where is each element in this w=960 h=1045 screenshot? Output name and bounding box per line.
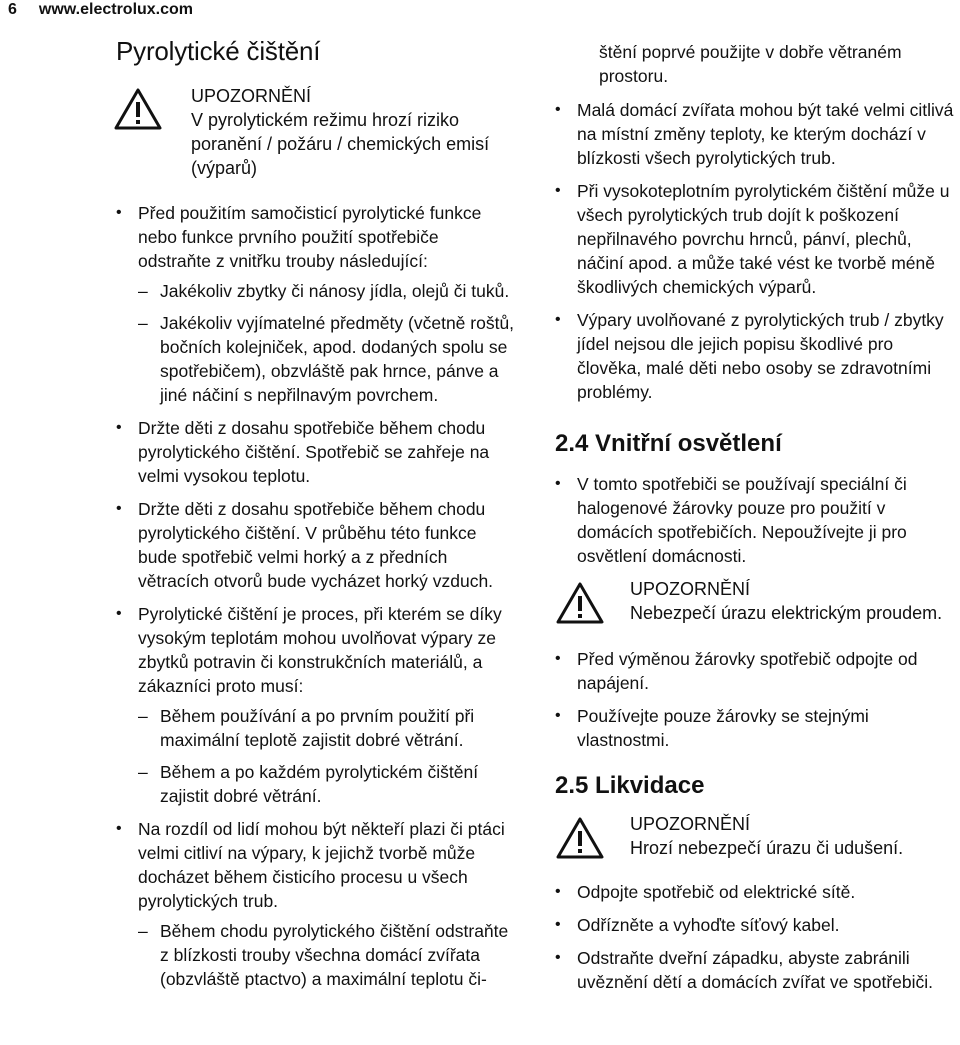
list-item bbox=[116, 201, 516, 407]
right-column bbox=[555, 40, 960, 1003]
list-item bbox=[116, 602, 516, 808]
list-item: • Odřízněte a vyhoďte síťový kabel. bbox=[555, 913, 960, 937]
list-item: • Držte děti z dosahu spotřebiče během chodu pyrolytického čištění. Spotřebič se zahřeje na velmi vysokou teplotu. bbox=[116, 416, 516, 488]
section-title-lighting: 2.4 Vnitřní osvětlení bbox=[555, 430, 782, 457]
warning-title: UPOZORNĚNÍ bbox=[191, 86, 312, 106]
sub-list bbox=[138, 704, 516, 808]
page-number: 6 bbox=[8, 1, 17, 18]
list-item: • V tomto spotřebiči se používají speciální či halogenové žárovky pouze pro použití v domácích spotřebičích. Nepoužívejte ji pro osvětlení domácnosti. bbox=[555, 472, 960, 568]
list-item: • Odstraňte dveřní západku, abyste zabránili uvěznění dětí a domácích zvířat ve spotřebiči. bbox=[555, 946, 960, 994]
list-item: • Při vysokoteplotním pyrolytickém čištění může u všech pyrolytických trub dojít k poškození nepřilnavého povrchu hrnců, pánví, plechů, náčiní apod. a může také vést ke tvorbě méně škodlivých chemických výparů. bbox=[555, 179, 960, 299]
sub-list bbox=[138, 919, 516, 991]
disposal-bullet-list bbox=[555, 880, 960, 994]
sub-list bbox=[138, 279, 516, 407]
warning-electric bbox=[555, 577, 960, 625]
warning-text: V pyrolytickém režimu hrozí riziko poranění / požáru / chemických emisí (výparů) bbox=[191, 110, 490, 178]
left-column bbox=[116, 84, 516, 1000]
list-item: • Výpary uvolňované z pyrolytických trub / zbytky jídel nejsou dle jejich popisu škodlivé pro člověka, malé děti nebo osoby se zdravotními problémy. bbox=[555, 308, 960, 404]
bullet-text: Na rozdíl od lidí mohou být někteří plazi či ptáci velmi citliví na výpary, k jejichž tvorbě může docházet během čisticího procesu u všech pyrolytických trub. bbox=[138, 819, 505, 911]
warning-triangle-icon bbox=[555, 581, 605, 625]
bullet-text: Před použitím samočisticí pyrolytické funkce nebo funkce prvního použití spotřebiče odstraňte z vnitřku trouby následující: bbox=[138, 203, 482, 271]
list-item bbox=[116, 817, 516, 991]
list-item: • Používejte pouze žárovky se stejnými vlastnostmi. bbox=[555, 704, 960, 752]
continuation-text: štění poprvé použijte v dobře větraném prostoru. bbox=[599, 42, 902, 86]
list-item: • Držte děti z dosahu spotřebiče během chodu pyrolytického čištění. V průběhu této funkce bude spotřebič velmi horký a z předních větracích otvorů bude vycházet horký vzduch. bbox=[116, 497, 516, 593]
warning-triangle-icon bbox=[555, 816, 605, 860]
section-title-disposal: 2.5 Likvidace bbox=[555, 772, 705, 799]
sub-list-item: – Během používání a po prvním použití při maximální teplotě zajistit dobré větrání. bbox=[138, 704, 516, 752]
sub-list-item: – Během chodu pyrolytického čištění odstraňte z blízkosti trouby všechna domácí zvířata (obzvláště ptactvo) a maximální teplotu či- bbox=[138, 919, 516, 991]
bullet-text: Pyrolytické čištění je proces, při kterém se díky vysokým teplotám mohou uvolňovat výpary ze zbytků potravin či konstrukčních materiálů, a zákazníci proto musí: bbox=[138, 604, 502, 696]
warning-pyrolytic bbox=[116, 84, 516, 180]
pyrolytic-bullet-list bbox=[116, 201, 516, 991]
sub-list-item: – Jakékoliv vyjímatelné předměty (včetně roštů, bočních kolejniček, apod. dodaných spolu se spotřebičem), obzvláště pak hrnce, pánve a jiné náčiní s nepřilnavým povrchem. bbox=[138, 311, 516, 407]
list-item: • Odpojte spotřebič od elektrické sítě. bbox=[555, 880, 960, 904]
warning-triangle-icon bbox=[113, 87, 163, 131]
warning-title: UPOZORNĚNÍ bbox=[630, 579, 751, 599]
warning-text: Nebezpečí úrazu elektrickým proudem. bbox=[630, 603, 943, 623]
page-header bbox=[8, 1, 193, 19]
sub-list-item: – Během a po každém pyrolytickém čištění zajistit dobré větrání. bbox=[138, 760, 516, 808]
site-url: www.electrolux.com bbox=[38, 1, 194, 18]
warning-disposal bbox=[555, 812, 960, 860]
lighting-bullet-list bbox=[555, 472, 960, 568]
list-item: • Před výměnou žárovky spotřebič odpojte od napájení. bbox=[555, 647, 960, 695]
warning-title: UPOZORNĚNÍ bbox=[630, 814, 751, 834]
list-item: • Malá domácí zvířata mohou být také velmi citlivá na místní změny teploty, ke kterým dochází v blízkosti všech pyrolytických trub. bbox=[555, 98, 960, 170]
section-title-pyrolytic: Pyrolytické čištění bbox=[116, 36, 321, 66]
lighting-bullet-list-2 bbox=[555, 647, 960, 752]
warning-text: Hrozí nebezpečí úrazu či udušení. bbox=[630, 838, 904, 858]
sub-list-item: – Jakékoliv zbytky či nánosy jídla, olejů či tuků. bbox=[138, 279, 516, 303]
right-bullet-list bbox=[555, 98, 960, 404]
